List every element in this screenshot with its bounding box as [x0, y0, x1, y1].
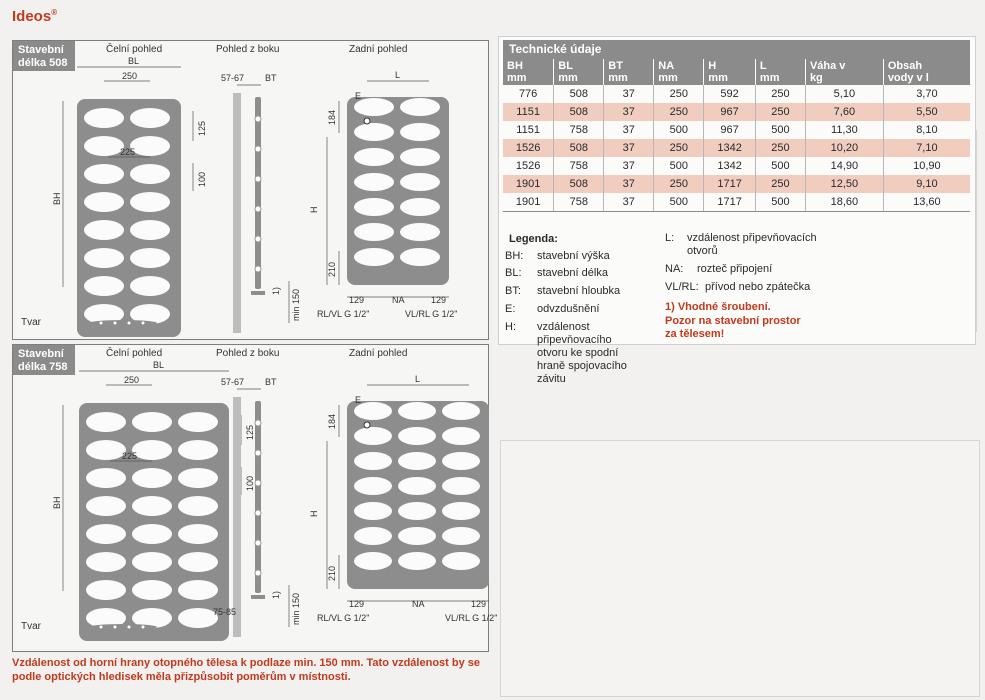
radiator-oval-slot	[400, 223, 440, 241]
dim-label-184: 184	[327, 413, 337, 429]
table-cell: 758	[554, 157, 604, 175]
radiator-oval-slot	[130, 108, 170, 128]
radiator-oval-slot	[398, 452, 436, 470]
side-tube	[255, 146, 261, 152]
shape-profile-dot	[142, 626, 145, 629]
shape-profile-dot	[128, 322, 131, 325]
dim-label-bh: BH	[52, 192, 62, 205]
radiator-body-front	[77, 99, 181, 337]
table-cell: 508	[554, 103, 604, 121]
table-cell: 5,50	[883, 103, 970, 121]
shape-profile-dot	[100, 322, 103, 325]
dim-label-bt: BT	[265, 73, 277, 83]
radiator-oval-slot	[354, 527, 392, 545]
background-page-figure	[500, 440, 980, 697]
connection-fitting	[251, 291, 265, 295]
radiator-oval-slot	[132, 580, 172, 600]
legend-title: Legenda:	[509, 233, 558, 245]
radiator-oval-slot	[442, 402, 480, 420]
radiator-oval-slot	[398, 527, 436, 545]
dim-label-250: 250	[122, 71, 138, 81]
table-cell: 758	[554, 193, 604, 212]
radiator-oval-slot	[400, 248, 440, 266]
side-tube	[255, 450, 261, 456]
radiator-oval-slot	[84, 164, 124, 184]
table-row	[503, 139, 970, 157]
radiator-oval-slot	[354, 173, 394, 191]
wall-section	[233, 397, 241, 637]
table-row	[503, 121, 970, 139]
radiator-oval-slot	[132, 412, 172, 432]
table-cell: 758	[554, 121, 604, 139]
radiator-body-front	[79, 403, 229, 641]
column-header: BT mm	[604, 59, 654, 85]
radiator-oval-slot	[398, 502, 436, 520]
radiator-oval-slot	[354, 502, 392, 520]
radiator-oval-slot	[130, 248, 170, 268]
table-cell: 13,60	[883, 193, 970, 212]
radiator-oval-slot	[354, 248, 394, 266]
radiator-oval-slot	[132, 524, 172, 544]
radiator-oval-slot	[178, 412, 218, 432]
radiator-oval-slot	[84, 192, 124, 212]
radiator-oval-slot	[132, 468, 172, 488]
table-cell: 250	[755, 103, 805, 121]
panel-tag: Stavební délka 508	[13, 41, 75, 71]
radiator-oval-slot	[442, 477, 480, 495]
radiator-oval-slot	[398, 402, 436, 420]
radiator-oval-slot	[130, 136, 170, 156]
table-row	[503, 103, 970, 121]
shape-label: Tvar	[21, 317, 41, 328]
dim-label-side-gap2: 75-85	[213, 607, 237, 617]
connection-label-left: RL/VL G 1/2"	[317, 613, 370, 623]
brand-title: Ideos®	[12, 8, 58, 25]
panel-tag: Stavební délka 758	[13, 345, 75, 375]
table-cell: 37	[604, 85, 654, 103]
table-cell: 967	[704, 103, 756, 121]
table-cell: 250	[755, 175, 805, 193]
column-header: H mm	[704, 59, 756, 85]
dim-label-129-right: 129	[471, 599, 487, 609]
radiator-oval-slot	[178, 580, 218, 600]
radiator-oval-slot	[178, 524, 218, 544]
table-row	[503, 193, 970, 212]
radiator-oval-slot	[132, 552, 172, 572]
table-cell: 9,10	[883, 175, 970, 193]
side-tube	[255, 540, 261, 546]
technical-data-table	[503, 59, 970, 212]
table-cell: 500	[755, 121, 805, 139]
dim-label-l: L	[395, 70, 401, 80]
dim-label-min150: min 150	[291, 288, 301, 321]
table-cell: 7,10	[883, 139, 970, 157]
dim-label-side-gap: 57-67	[221, 377, 245, 387]
dim-label-e: E	[355, 91, 362, 101]
radiator-oval-slot	[400, 173, 440, 191]
column-header: NA mm	[654, 59, 704, 85]
table-cell: 1901	[503, 175, 554, 193]
table-cell: 1151	[516, 124, 540, 136]
table-cell: 967	[704, 121, 756, 139]
radiator-oval-slot	[442, 527, 480, 545]
table-cell: 508	[554, 85, 604, 103]
side-tube	[255, 570, 261, 576]
radiator-oval-slot	[86, 468, 126, 488]
table-row	[503, 175, 970, 193]
table-row	[503, 85, 970, 103]
table-cell: 500	[755, 193, 805, 212]
radiator-oval-slot	[86, 496, 126, 516]
dim-label-bl: BL	[153, 360, 165, 370]
shape-profile	[89, 320, 157, 326]
dim-label-184: 184	[327, 109, 337, 125]
dim-label-na: NA	[412, 599, 425, 609]
table-cell: 18,60	[805, 193, 883, 212]
radiator-oval-slot	[132, 496, 172, 516]
dim-label-h: H	[309, 510, 319, 517]
radiator-oval-slot	[442, 502, 480, 520]
dim-label-bh: BH	[52, 496, 62, 509]
dim-label-129-left: 129	[349, 599, 365, 609]
radiator-oval-slot	[86, 440, 126, 460]
table-cell: 500	[755, 157, 805, 175]
technical-drawing-758	[13, 345, 498, 651]
shape-profile-dot	[114, 322, 117, 325]
table-cell: 500	[654, 193, 704, 212]
table-cell: 1151	[503, 103, 554, 121]
dim-label-125: 125	[197, 120, 207, 136]
radiator-oval-slot	[354, 148, 394, 166]
table-cell: 11,30	[805, 121, 883, 139]
radiator-oval-slot	[354, 452, 392, 470]
radiator-oval-slot	[442, 452, 480, 470]
table-cell: 8,10	[883, 121, 970, 139]
table-cell: 592	[704, 85, 756, 103]
space-warning-line2: za tělesem!	[665, 328, 725, 340]
front-view-label: Čelní pohled	[106, 348, 163, 359]
table-cell: 500	[654, 121, 704, 139]
shape-profile	[89, 624, 157, 630]
table-cell: 1342	[704, 139, 756, 157]
table-cell: 1342	[704, 157, 756, 175]
dim-label-bl: BL	[128, 56, 140, 66]
table-cell: 250	[654, 85, 704, 103]
side-tube	[255, 420, 261, 426]
table-cell: 37	[604, 139, 654, 157]
dim-label-100: 100	[245, 475, 255, 491]
column-header: BL mm	[554, 59, 604, 85]
radiator-oval-slot	[398, 477, 436, 495]
radiator-oval-slot	[400, 198, 440, 216]
column-header: BH mm	[503, 59, 554, 85]
installation-note: Vzdálenost od horní hrany otopného tělesa k podlaze min. 150 mm. Tato vzdálenost by se podle optických hledisek měla přizpůsobit poměrům v místnosti.	[12, 657, 480, 683]
column-header: Obsah vody v l	[883, 59, 970, 85]
technical-drawing-508	[13, 41, 488, 339]
radiator-oval-slot	[130, 192, 170, 212]
table-cell: 37	[604, 103, 654, 121]
table-cell: 12,50	[805, 175, 883, 193]
radiator-oval-slot	[354, 123, 394, 141]
side-tube	[255, 236, 261, 242]
shape-profile-dot	[128, 626, 131, 629]
dim-label-bt: BT	[265, 377, 277, 387]
table-cell: 250	[654, 139, 704, 157]
radiator-oval-slot	[86, 524, 126, 544]
shape-profile-dot	[142, 322, 145, 325]
dim-label-e: E	[355, 395, 362, 405]
front-view-label: Čelní pohled	[106, 44, 163, 55]
dim-label-l: L	[415, 374, 421, 384]
radiator-oval-slot	[84, 220, 124, 240]
radiator-oval-slot	[132, 440, 172, 460]
table-cell: 37	[604, 193, 654, 212]
technical-data-title: Technické údaje	[503, 40, 970, 59]
table-cell: 250	[654, 175, 704, 193]
table-cell: 250	[755, 85, 805, 103]
dim-label-125: 125	[245, 424, 255, 440]
dim-label-100: 100	[197, 171, 207, 187]
radiator-oval-slot	[130, 220, 170, 240]
table-cell: 7,60	[805, 103, 883, 121]
dim-label-210: 210	[327, 565, 337, 581]
radiator-oval-slot	[354, 552, 392, 570]
connection-label-left: RL/VL G 1/2"	[317, 309, 370, 319]
column-header: Váha v kg	[805, 59, 883, 85]
table-cell: 37	[604, 175, 654, 193]
radiator-oval-slot	[178, 608, 218, 628]
radiator-oval-slot	[400, 148, 440, 166]
table-cell: 14,90	[805, 157, 883, 175]
shape-profile-dot	[100, 626, 103, 629]
radiator-oval-slot	[400, 123, 440, 141]
dim-label-min150: min 150	[291, 592, 301, 625]
table-cell: 5,10	[805, 85, 883, 103]
radiator-oval-slot	[178, 468, 218, 488]
dim-label-h: H	[309, 206, 319, 213]
table-cell: 10,20	[805, 139, 883, 157]
table-cell: 1717	[704, 175, 756, 193]
side-tube	[255, 510, 261, 516]
footnote-marker: 1)	[271, 286, 281, 295]
wall-section	[233, 93, 241, 333]
connection-label-right: VL/RL G 1/2"	[445, 613, 498, 623]
radiator-oval-slot	[400, 98, 440, 116]
radiator-oval-slot	[84, 136, 124, 156]
radiator-oval-slot	[354, 198, 394, 216]
table-cell: 1901	[503, 193, 554, 212]
radiator-oval-slot	[354, 427, 392, 445]
technical-data-box: Technické údaje BH mm BL mm BT mm NA mm H mm L mm Váha v kg Obsah vody v l 776 508 37 250 592 250 5,10 3,70 1151 508 37 250 967 250 7,60 5,50 1151 758 37 500 967 500 11,30 8,10 1526 508 37 250 1342 250 10,20 7,10 1526 758 37 500 1342 500 14,90 10,90 1901 508 37 250 1717 250 12,50 9,10 1901 758 37 500 1717 500 18,60 13,60 Legenda: BH: stavební výška BL: stavební délka BT: stavební hloubka E: odvzdušnění H: vzdálenost připevňovacího otvoru ke spodní hraně spojovacího závitu L: vzdálenost připevňovacích otvorů NA: rozteč připojení VL/RL: přívod nebo zpátečka 1) Vhodné šroubení. Pozor na stavební prostor za tělesem!	[498, 36, 976, 345]
dim-label-210: 210	[327, 261, 337, 277]
dim-label-250: 250	[124, 375, 140, 385]
table-cell: 37	[604, 121, 654, 139]
column-header: L mm	[755, 59, 805, 85]
radiator-oval-slot	[354, 477, 392, 495]
dim-label-side-gap: 57-67	[221, 73, 245, 83]
radiator-oval-slot	[178, 552, 218, 572]
shape-profile-dot	[114, 626, 117, 629]
vent-point-e	[364, 118, 370, 124]
radiator-oval-slot	[398, 427, 436, 445]
side-tube	[255, 176, 261, 182]
radiator-oval-slot	[178, 496, 218, 516]
table-cell: 500	[654, 157, 704, 175]
table-cell: 508	[554, 139, 604, 157]
radiator-oval-slot	[86, 412, 126, 432]
table-cell: 3,70	[883, 85, 970, 103]
dim-label-129-right: 129	[431, 295, 447, 305]
radiator-oval-slot	[442, 552, 480, 570]
side-tube	[255, 206, 261, 212]
table-cell: 776	[518, 88, 538, 100]
dim-label-129-left: 129	[349, 295, 365, 305]
footnote-marker: 1)	[271, 590, 281, 599]
side-tube	[255, 116, 261, 122]
radiator-oval-slot	[398, 552, 436, 570]
table-cell: 1717	[704, 193, 756, 212]
shape-label: Tvar	[21, 621, 41, 632]
connection-label-right: VL/RL G 1/2"	[405, 309, 458, 319]
fitting-note: 1) Vhodné šroubení.	[665, 301, 771, 313]
radiator-oval-slot	[130, 164, 170, 184]
drawing-panel-758	[12, 344, 498, 652]
table-cell: 10,90	[883, 157, 970, 175]
table-cell: 250	[755, 139, 805, 157]
dim-label-225: 225	[122, 451, 138, 461]
radiator-oval-slot	[130, 276, 170, 296]
side-view-label: Pohled z boku	[216, 44, 280, 55]
back-view-label: Zadní pohled	[349, 44, 408, 55]
back-view-label: Zadní pohled	[349, 348, 408, 359]
radiator-body-side	[255, 97, 261, 289]
dim-label-na: NA	[392, 295, 405, 305]
vent-point-e	[364, 422, 370, 428]
table-cell: 250	[654, 103, 704, 121]
connection-fitting	[251, 595, 265, 599]
dim-label-225: 225	[120, 147, 136, 157]
radiator-oval-slot	[86, 552, 126, 572]
radiator-body-side	[255, 401, 261, 593]
table-row	[503, 157, 970, 175]
table-cell: 508	[554, 175, 604, 193]
table-cell: 1526	[503, 139, 554, 157]
radiator-oval-slot	[84, 276, 124, 296]
radiator-oval-slot	[84, 248, 124, 268]
radiator-oval-slot	[86, 580, 126, 600]
side-tube	[255, 480, 261, 486]
side-tube	[255, 266, 261, 272]
side-view-label: Pohled z boku	[216, 348, 280, 359]
radiator-oval-slot	[442, 427, 480, 445]
table-cell: 1526	[515, 160, 541, 172]
space-warning-line1: Pozor na stavební prostor	[665, 315, 801, 327]
radiator-oval-slot	[354, 223, 394, 241]
radiator-oval-slot	[178, 440, 218, 460]
table-cell: 37	[604, 157, 654, 175]
radiator-oval-slot	[84, 108, 124, 128]
drawing-panel-508	[12, 40, 489, 340]
